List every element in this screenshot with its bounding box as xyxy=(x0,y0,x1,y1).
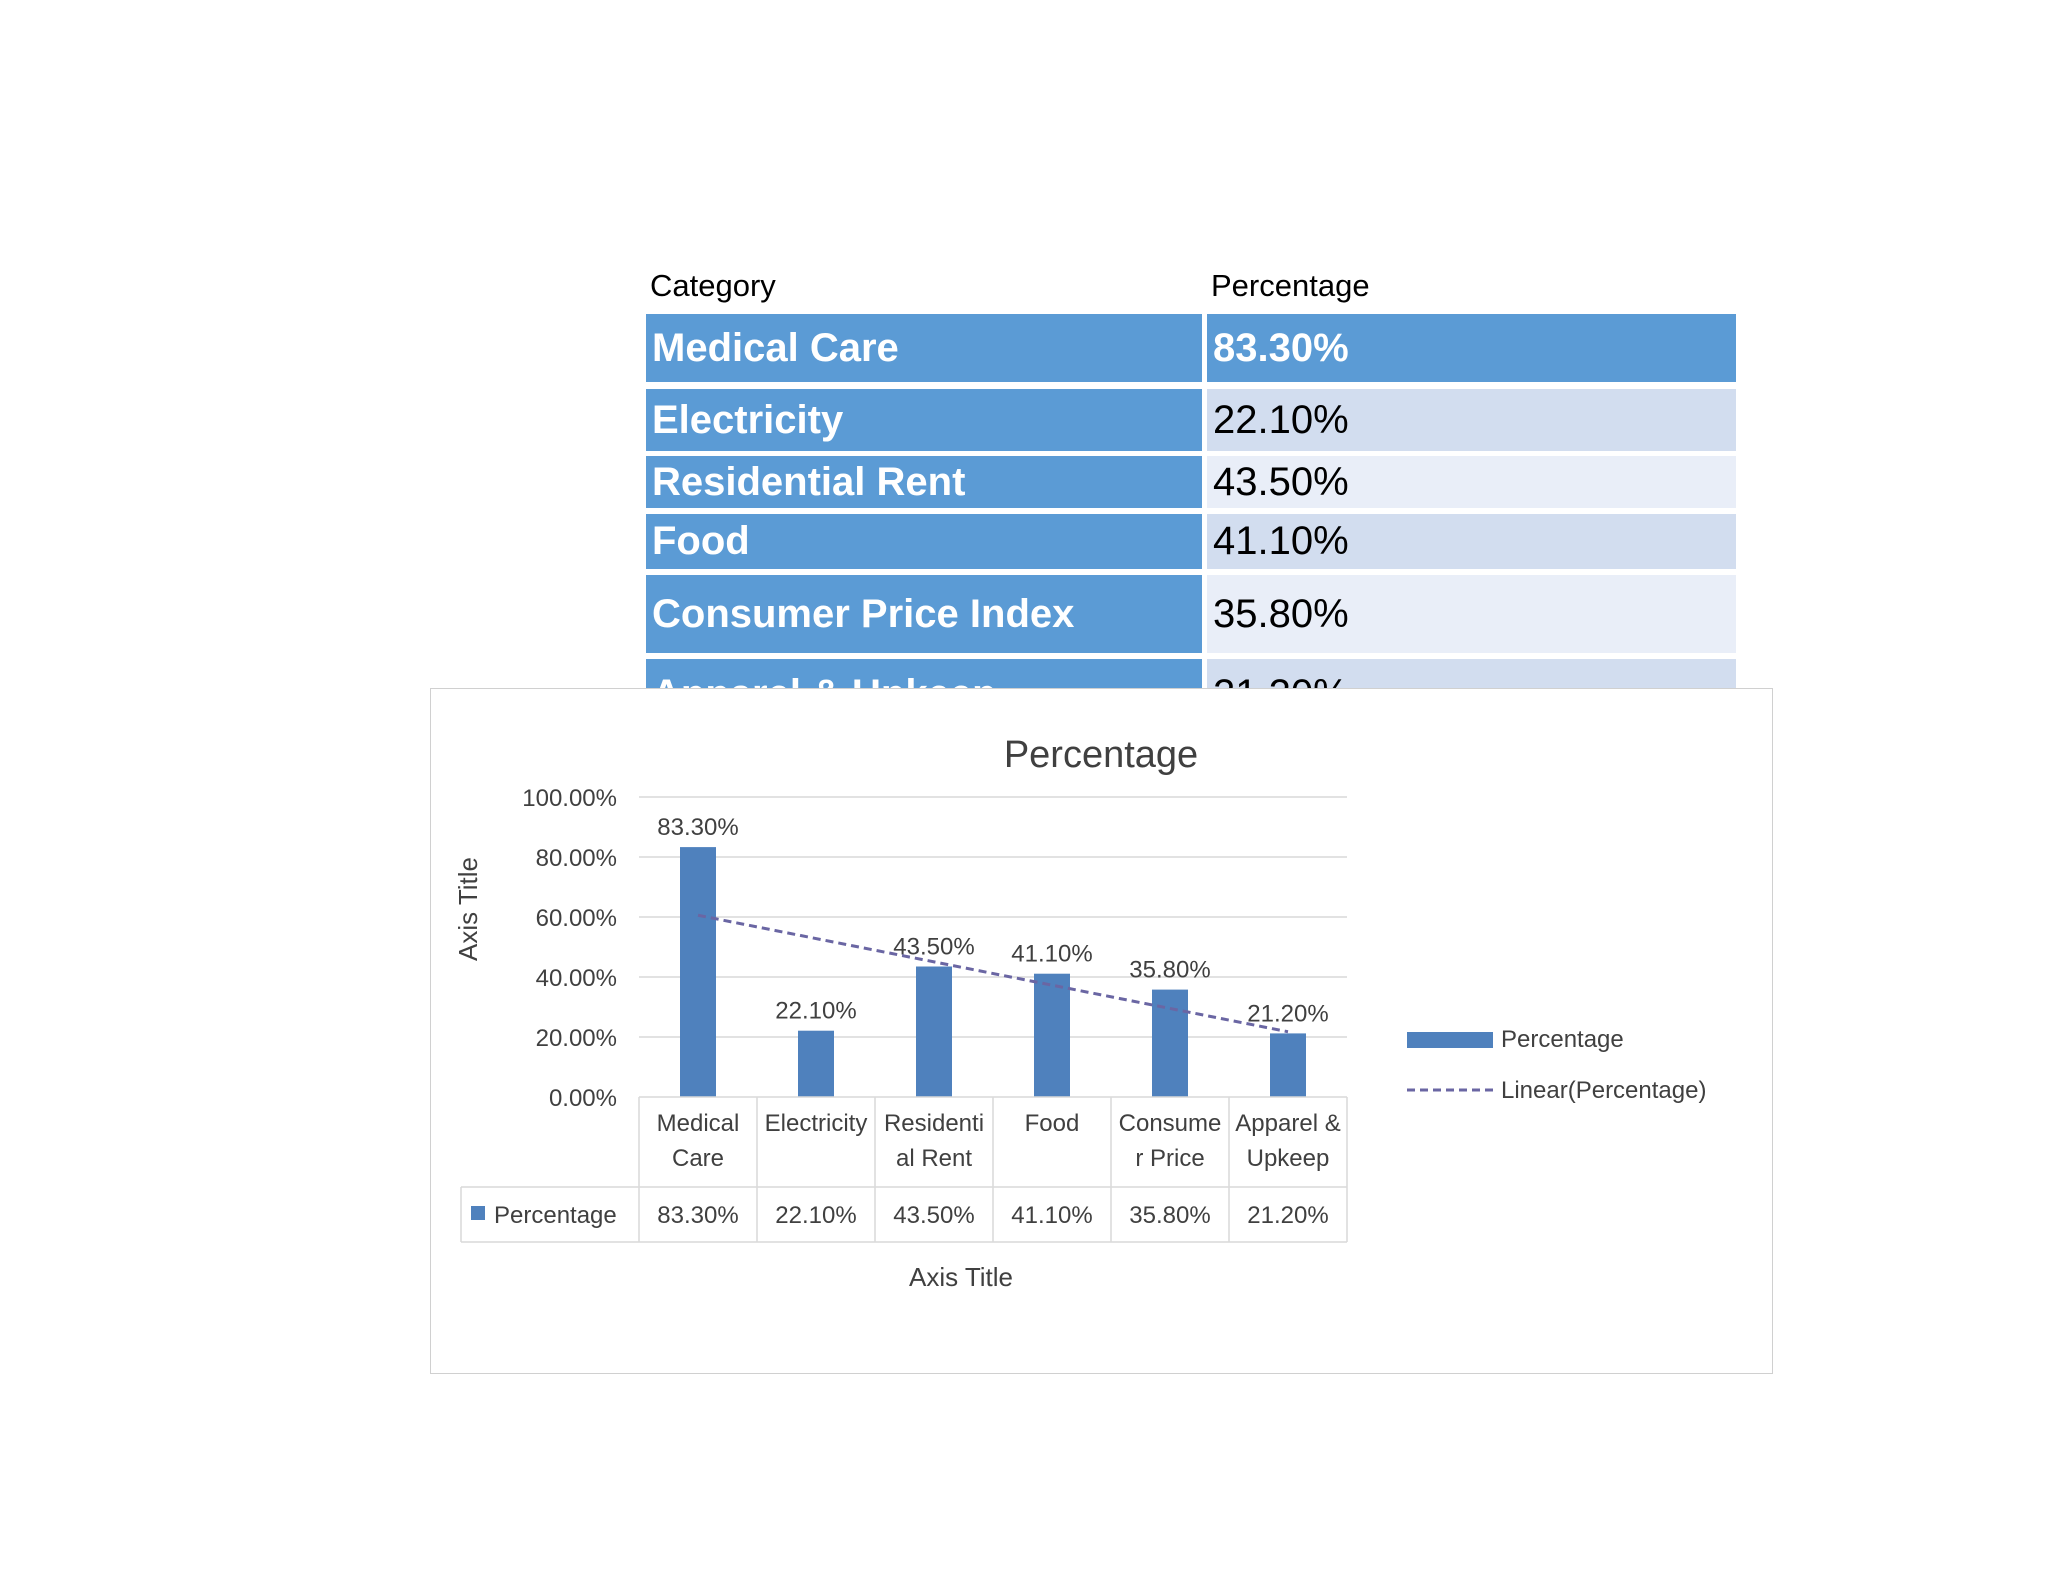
y-tick-label: 80.00% xyxy=(535,845,617,872)
bar xyxy=(1270,1033,1306,1097)
table-header-category: Category xyxy=(650,268,776,303)
category-cell[interactable]: Food xyxy=(646,514,1202,569)
table-row xyxy=(646,514,1736,569)
data-label: 22.10% xyxy=(775,997,857,1025)
legend-key-bar xyxy=(1407,1032,1493,1048)
y-axis-title: Axis Title xyxy=(453,856,483,962)
bar xyxy=(680,847,716,1097)
percentage-cell[interactable]: 43.50% xyxy=(1207,456,1736,508)
data-label: 35.80% xyxy=(1129,956,1211,984)
legend-label: Percentage xyxy=(1501,1026,1624,1053)
table-legend-key xyxy=(471,1206,485,1220)
category-label: Electricity xyxy=(764,1110,868,1137)
table-header-percentage: Percentage xyxy=(1211,268,1370,303)
percentage-cell[interactable]: 83.30% xyxy=(1207,314,1736,382)
category-label: Food xyxy=(1024,1110,1080,1137)
category-cell[interactable]: Electricity xyxy=(646,389,1202,451)
category-cell[interactable]: Residential Rent xyxy=(646,456,1202,508)
table-value: 41.10% xyxy=(1011,1202,1093,1229)
bar xyxy=(916,967,952,1098)
category-label: Apparel & xyxy=(1235,1110,1341,1137)
y-tick-label: 0.00% xyxy=(548,1085,617,1112)
y-tick-label: 100.00% xyxy=(522,785,617,812)
data-label: 41.10% xyxy=(1011,940,1093,968)
table-value: 21.20% xyxy=(1247,1202,1329,1229)
chart-area[interactable] xyxy=(430,688,1773,1374)
data-label: 21.20% xyxy=(1247,1000,1329,1028)
table-value: 35.80% xyxy=(1129,1202,1211,1229)
category-label: al Rent xyxy=(895,1145,973,1172)
data-label: 83.30% xyxy=(657,814,739,842)
bar xyxy=(798,1031,834,1097)
percentage-cell[interactable]: 41.10% xyxy=(1207,514,1736,569)
category-cell[interactable]: Consumer Price Index xyxy=(646,575,1202,653)
table-value: 83.30% xyxy=(657,1202,739,1229)
y-tick-label: 20.00% xyxy=(535,1025,617,1052)
category-label: r Price xyxy=(1135,1145,1205,1172)
category-cell[interactable]: Medical Care xyxy=(646,314,1202,382)
percentage-cell[interactable]: 22.10% xyxy=(1207,389,1736,451)
table-row xyxy=(646,575,1736,653)
bar xyxy=(1034,974,1070,1097)
table-value: 43.50% xyxy=(893,1202,975,1229)
percentage-cell[interactable]: 35.80% xyxy=(1207,575,1736,653)
x-axis-title: Axis Title xyxy=(908,1262,1014,1292)
category-label: Upkeep xyxy=(1246,1145,1330,1172)
table-value: 22.10% xyxy=(775,1202,857,1229)
legend-label: Linear(Percentage) xyxy=(1501,1077,1707,1104)
category-label: Medical xyxy=(656,1110,740,1137)
category-label: Consume xyxy=(1118,1110,1222,1137)
chart-title: Percentage xyxy=(1003,734,1199,776)
data-label: 43.50% xyxy=(893,933,975,961)
category-label: Care xyxy=(671,1145,725,1172)
category-label: Residenti xyxy=(883,1110,985,1137)
y-tick-label: 60.00% xyxy=(535,905,617,932)
table-series-label: Percentage xyxy=(494,1202,617,1229)
table-row xyxy=(646,314,1736,382)
table-row xyxy=(646,389,1736,451)
y-tick-label: 40.00% xyxy=(535,965,617,992)
table-row xyxy=(646,456,1736,508)
bar-chart xyxy=(431,689,1774,1375)
